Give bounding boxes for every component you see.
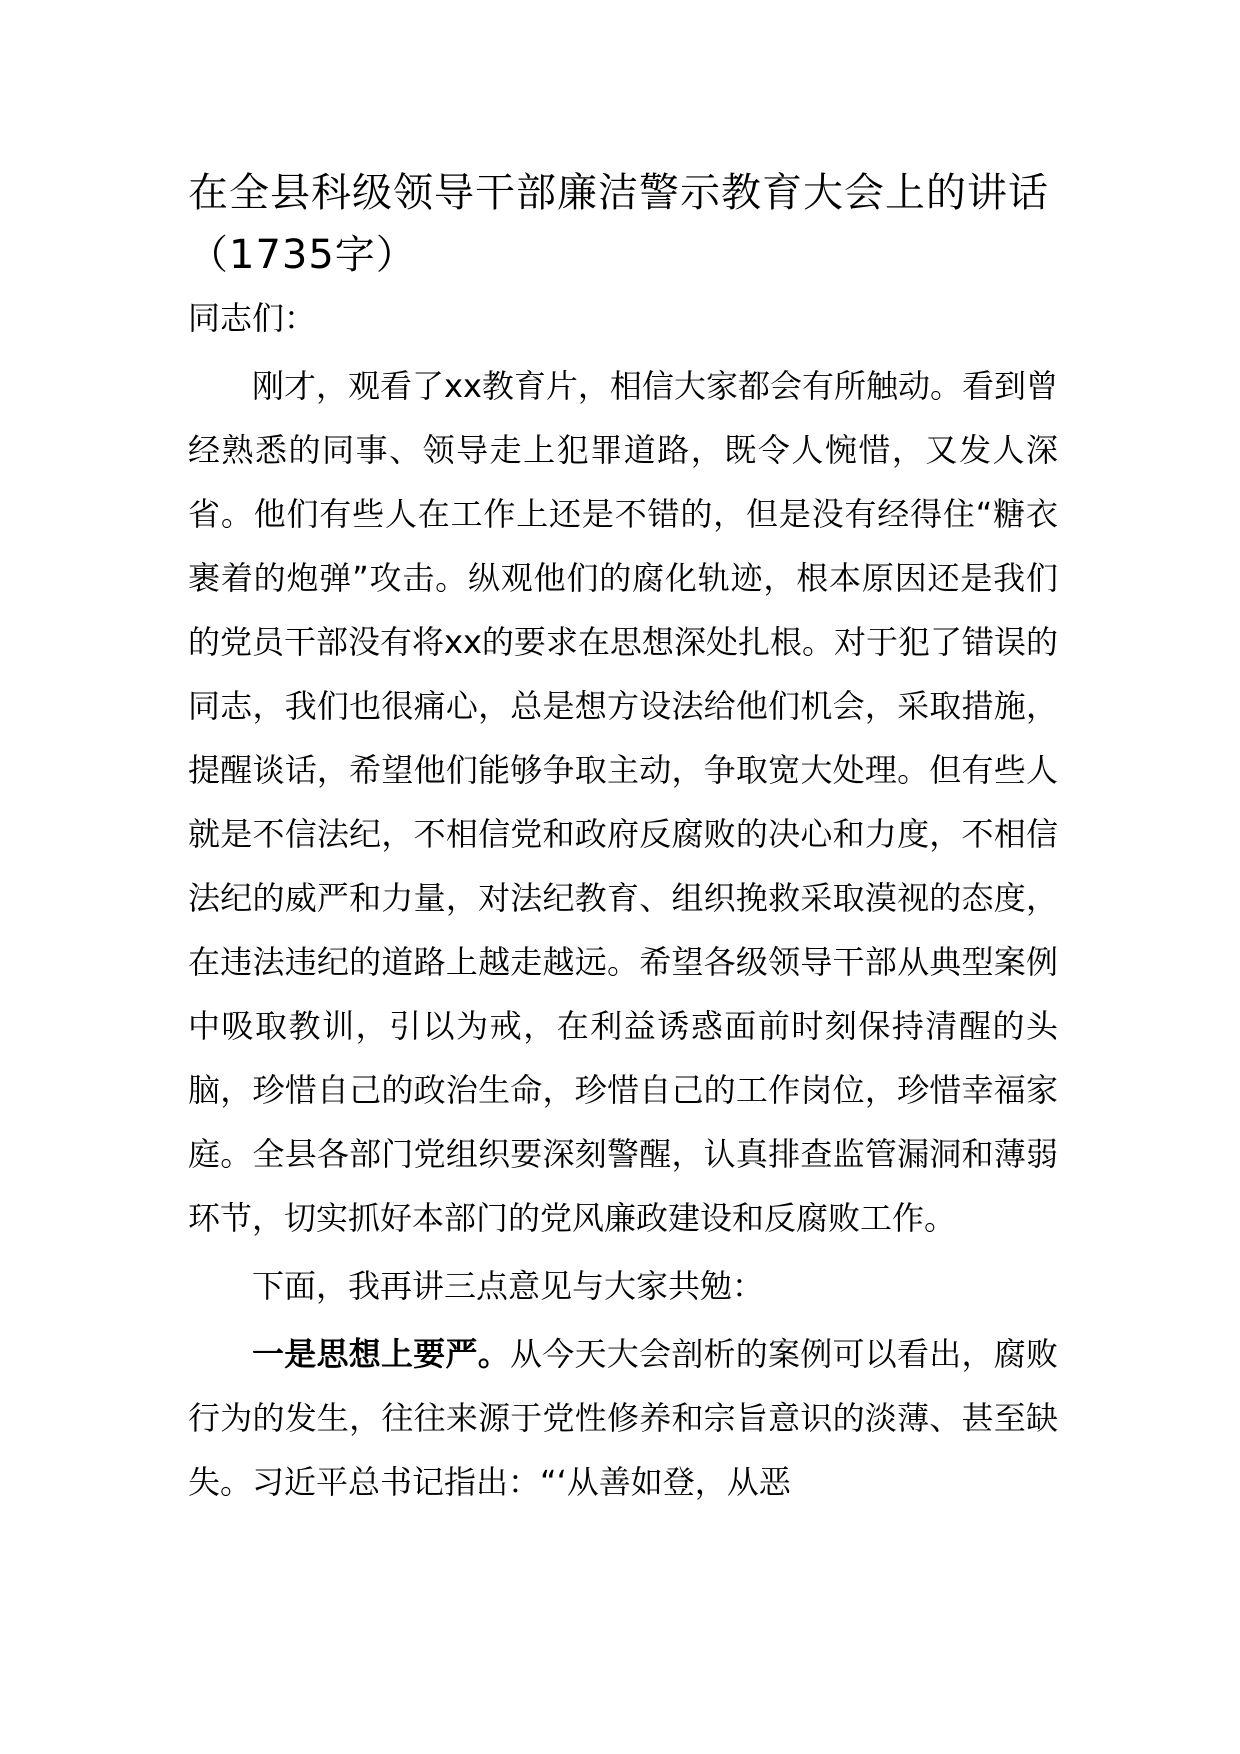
point-one-heading: 一是思想上要严。 bbox=[252, 1335, 510, 1373]
point-one-text: 从今天大会剖析的案例可以看出，腐败行为的发生，往往来源于党性修养和宗旨意识的淡薄、甚至缺失。习近平总书记指出：“‘从善如登，从恶 bbox=[188, 1335, 1058, 1501]
document-title: 在全县科级领导干部廉洁警示教育大会上的讲话（1735字） bbox=[188, 170, 1049, 278]
document-page bbox=[188, 162, 1058, 1514]
paragraph-point-one bbox=[188, 1322, 1058, 1514]
paragraph-transition: 下面，我再讲三点意见与大家共勉： bbox=[252, 1267, 765, 1305]
greeting: 同志们： bbox=[188, 299, 317, 337]
paragraph-intro: 刚才，观看了xx教育片，相信大家都会有所触动。看到曾经熟悉的同事、领导走上犯罪道路，既令人惋惜，又发人深省。他们有些人在工作上还是不错的，但是没有经得住“糖衣裹着的炮弹”攻击。纵观他们的腐化轨迹，根本原因还是我们的党员干部没有将xx的要求在思想深处扎根。对于犯了错误的同志，我们也很痛心，总是想方设法给他们机会，采取措施，提醒谈话，希望他们能够争取主动，争取宽大处理。但有些人就是不信法纪，不相信党和政府反腐败的决心和力度，不相信法纪的威严和力量，对法纪教育、组织挽救采取漠视的态度，在违法违纪的道路上越走越远。希望各级领导干部从典型案例中吸取教训，引以为戒，在利益诱惑面前时刻保持清醒的头脑，珍惜自己的政治生命，珍惜自己的工作岗位，珍惜幸福家庭。全县各部门党组织要深刻警醒，认真排查监管漏洞和薄弱环节，切实抓好本部门的党风廉政建设和反腐败工作。 bbox=[188, 367, 1058, 1237]
